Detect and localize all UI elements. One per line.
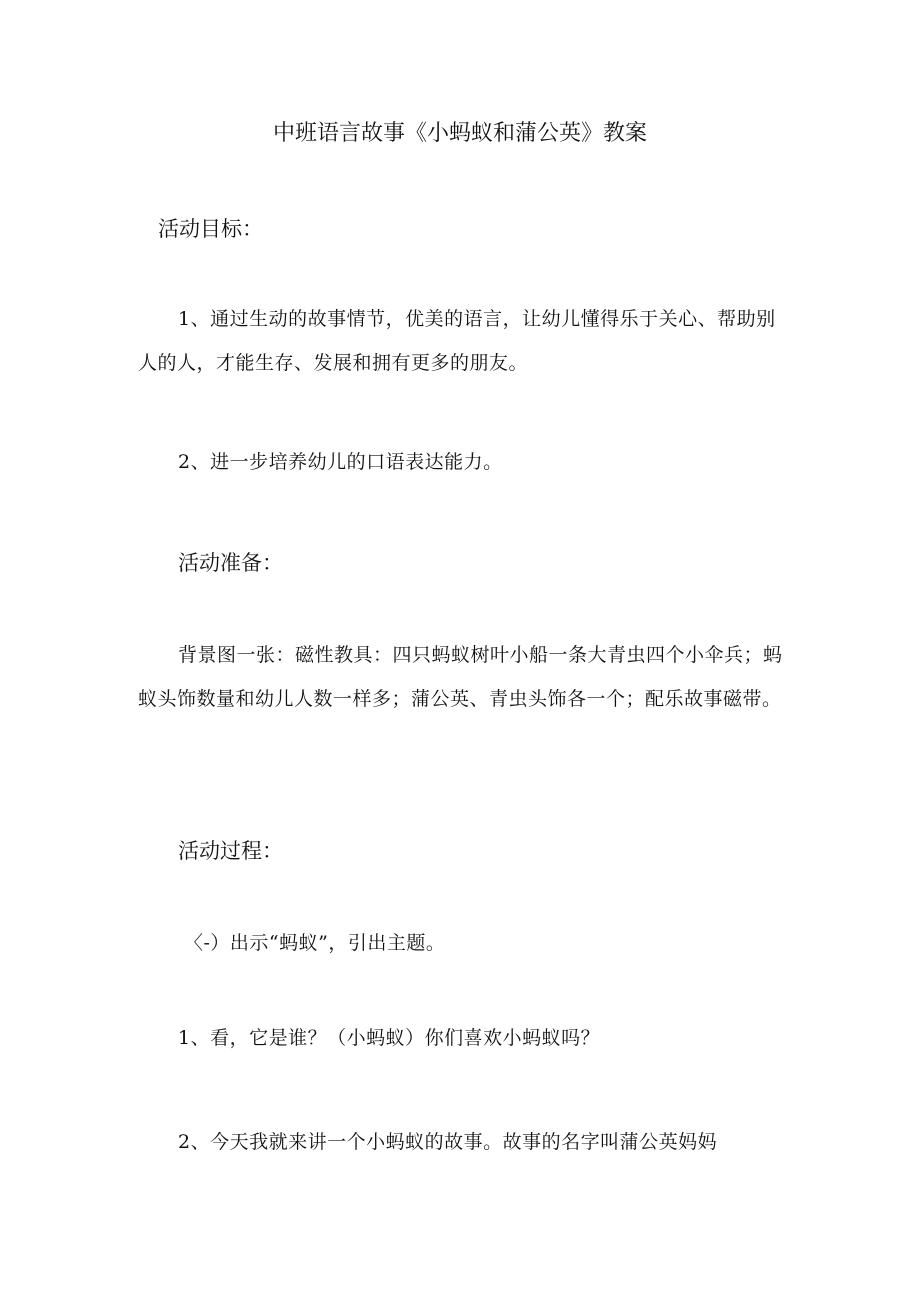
prep-paragraph: 背景图一张：磁性教具：四只蚂蚁树叶小船一条大青虫四个小伞兵；蚂蚁头饰数量和幼儿人数一样多；蒲公英、青虫头饰各一个；配乐故事磁带。 bbox=[138, 644, 783, 710]
goals-heading: 活动目标： bbox=[158, 217, 263, 241]
process-question-2: 2、今天我就来讲一个小蚂蚁的故事。故事的名字叫蒲公英妈妈 bbox=[178, 1131, 718, 1153]
process-heading: 活动过程： bbox=[178, 839, 283, 863]
goal-item-2: 2、进一步培养幼儿的口语表达能力。 bbox=[178, 451, 503, 473]
prep-heading: 活动准备： bbox=[178, 551, 283, 575]
process-question-1: 1、看，它是谁？（小蚂蚁）你们喜欢小蚂蚁吗？ bbox=[178, 1027, 601, 1049]
process-step-1: 〈-）出示“蚂蚁”，引出主题。 bbox=[184, 932, 446, 954]
goal-item-1: 1、通过生动的故事情节，优美的语言，让幼儿懂得乐于关心、帮助别人的人，才能生存、发展和拥有更多的朋友。 bbox=[138, 308, 776, 374]
document-title: 中班语言故事《小蚂蚁和蒲公英》教案 bbox=[272, 121, 647, 146]
